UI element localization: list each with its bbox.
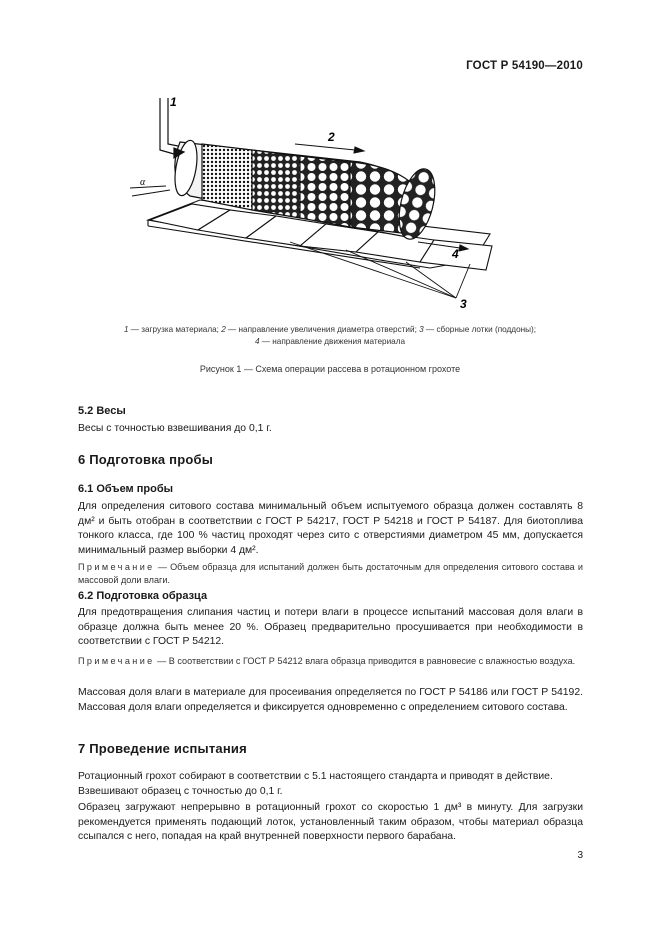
rotary-screen-figure xyxy=(130,92,510,318)
section-7-paragraph-3: Образец загружают непрерывно в ротационный грохот со скоростью 1 дм³ в минуту. Для загрузки рекомендуется применять подающий лоток, установленный таким образом, чтобы материал образца ссыпался с него, попадая на край внутренней поверхности первого барабана. xyxy=(78,802,583,843)
section-6-heading: 6 Подготовка пробы xyxy=(78,452,214,467)
section-7-paragraph-2: Взвешивают образец с точностью до 0,1 г. xyxy=(78,786,283,797)
document-header: ГОСТ Р 54190—2010 xyxy=(466,60,583,72)
angle-marker xyxy=(130,186,170,196)
section-5-2-heading: 5.2 Весы xyxy=(78,405,126,417)
section-6-1-paragraph: Для определения ситового состава минимальный объем испытуемого образца должен составлять 8 дм² и быть отобран в соответствии с ГОСТ Р 54217, ГОСТ Р 54218 и ГОСТ Р 54187. Для биотоплива тонкого класса, где 100 % частиц проходят через сито с отверстиями диаметром 45 мм, допускается минимальный размер выборки 4 дм². xyxy=(78,501,583,556)
direction-arrow xyxy=(295,144,364,153)
figure-caption: Рисунок 1 — Схема операции рассева в ротационном грохоте xyxy=(199,364,461,374)
label-alpha: α xyxy=(140,177,146,188)
section-6-1-heading: 6.1 Объем пробы xyxy=(78,483,174,495)
section-5-2-text: Весы с точностью взвешивания до 0,1 г. xyxy=(78,423,272,434)
label-2: 2 xyxy=(328,130,335,144)
section-7-heading: 7 Проведение испытания xyxy=(78,741,247,756)
label-1: 1 xyxy=(170,95,177,109)
figure-legend-line2: 4 — направление движения материала xyxy=(254,337,406,346)
section-6-2-paragraph-1: Для предотвращения слипания частиц и потери влаги в процессе испытаний массовая доля влаги в образце должна быть менее 20 %. Образец предварительно просушивается при необходимости в соответствии с ГОСТ Р 54212. xyxy=(78,607,583,648)
label-4: 4 xyxy=(452,247,459,261)
section-6-2-heading: 6.2 Подготовка образца xyxy=(78,590,208,602)
figure-legend-line1: 1 — загрузка материала; 2 — направление увеличения диаметра отверстий; 3 — сборные лотки (поддоны); xyxy=(123,325,537,334)
page-number: 3 xyxy=(577,850,583,861)
section-7-paragraph-1: Ротационный грохот собирают в соответствии с 5.1 настоящего стандарта и приводят в действие. xyxy=(78,771,553,782)
label-3: 3 xyxy=(460,297,467,311)
section-6-2-note: Примечание — В соответствии с ГОСТ Р 54212 влага образца приводится в равновесие с влажностью воздуха. xyxy=(78,656,576,666)
section-6-1-note: Примечание — Объем образца для испытаний должен быть достаточным для определения ситового состава и массовой доли влаги. xyxy=(78,562,583,585)
section-6-2-paragraph-2: Массовая доля влаги в материале для просеивания определяется по ГОСТ Р 54186 или ГОСТ Р 54192. Массовая доля влаги определяется и фиксируется одновременно с определением ситового состава. xyxy=(78,687,583,713)
